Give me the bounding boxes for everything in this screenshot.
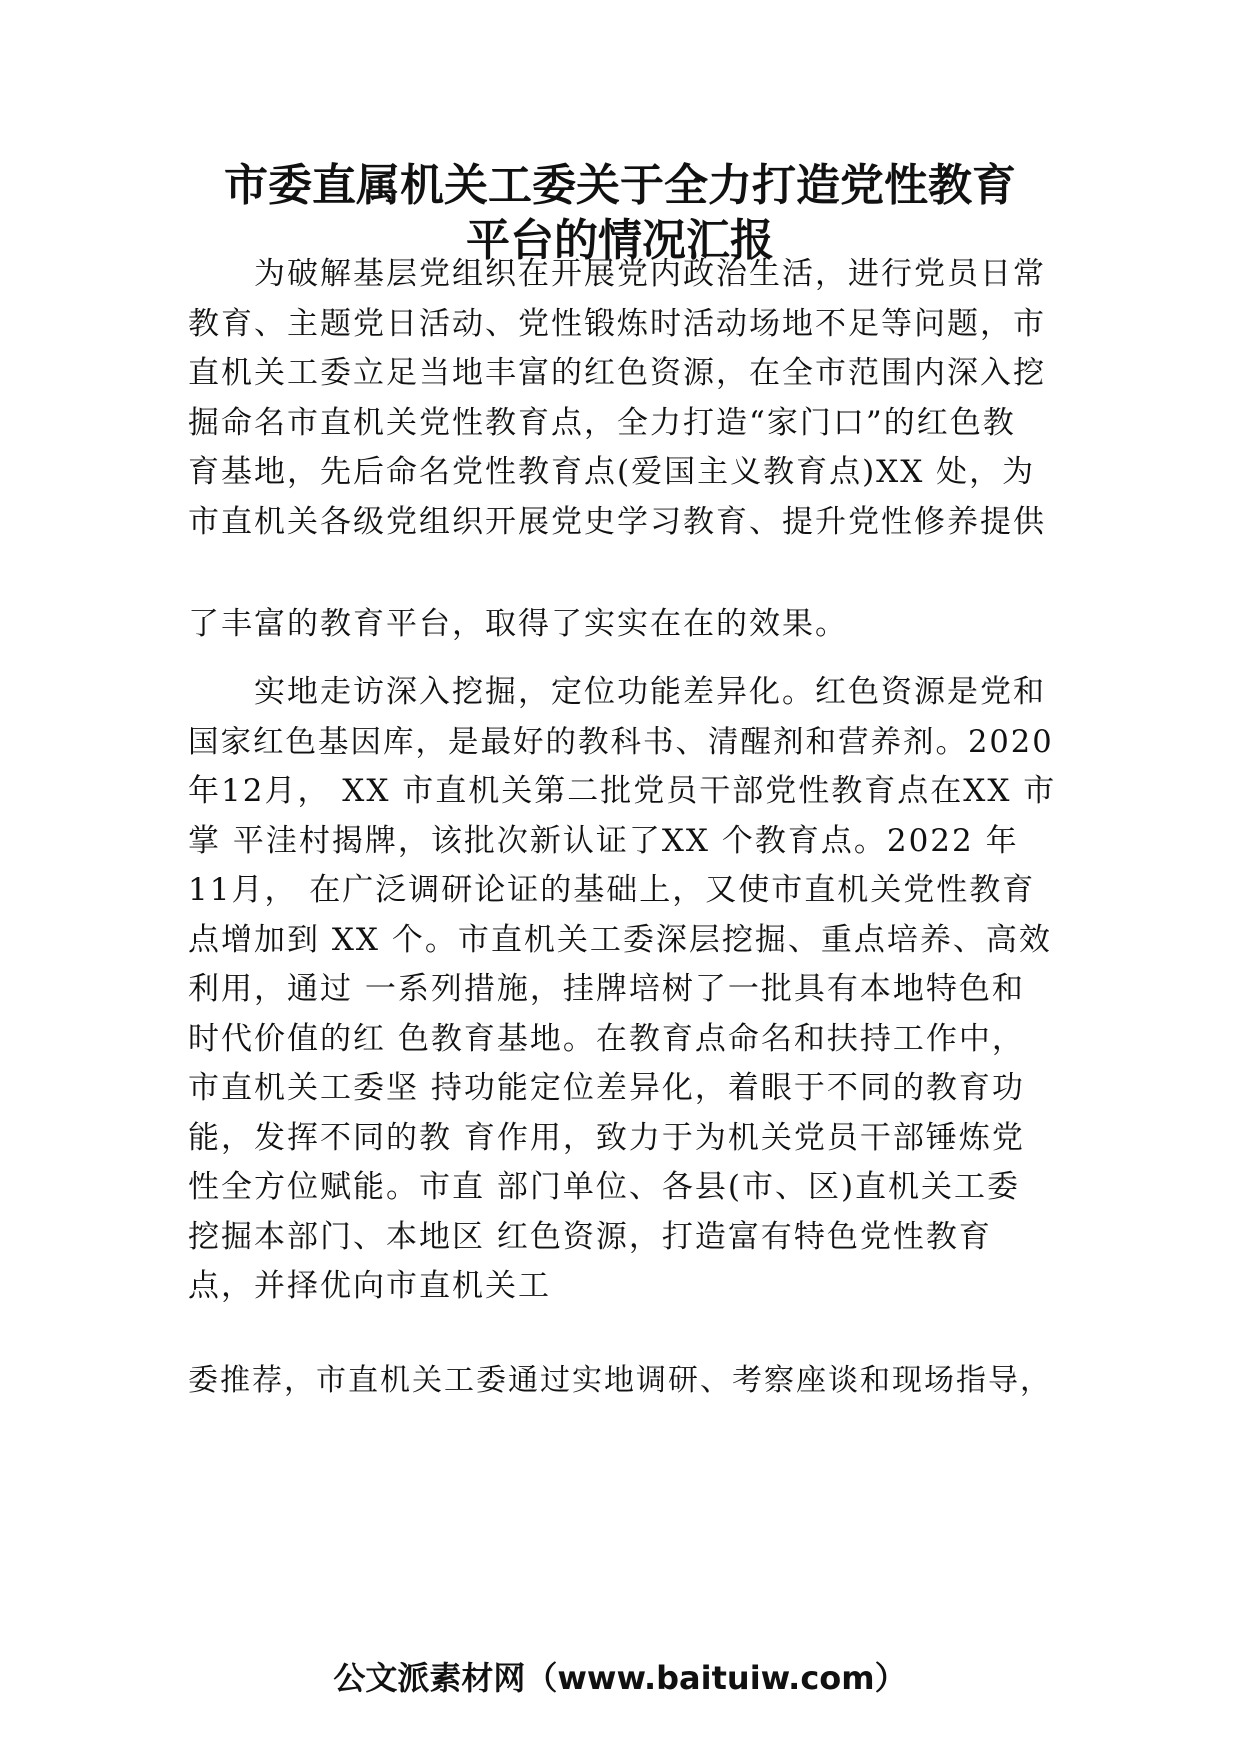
paragraph-line: 挖掘本部门、本地区 红色资源，打造富有特色党性教育 — [188, 1218, 992, 1255]
paragraph-line: 性全方位赋能。市直 部门单位、各县(市、区)直机关工委 — [188, 1169, 1021, 1205]
paragraph-line: 11月， 在广泛调研论证的基础上，又使市直机关党性教育 — [188, 872, 1036, 908]
paragraph-line: 能，发挥不同的教 育作用，致力于为机关党员干部锤炼党 — [188, 1119, 1025, 1156]
paragraph-line: 时代价值的红 色教育基地。在教育点命名和扶持工作中， — [188, 1020, 1025, 1057]
paragraph-line: 利用，通过 一系列措施，挂牌培树了一批具有本地特色和 — [188, 971, 1025, 1007]
paragraph-line: 育基地，先后命名党性教育点(爱国主义教育点)XX 处，为 — [188, 454, 1036, 490]
paragraph-line: 掌 平洼村揭牌，该批次新认证了XX 个教育点。2022 年 — [188, 822, 1019, 859]
paragraph-1 — [188, 250, 1058, 547]
paragraph-line: 点增加到 XX 个。市直机关工委深层挖掘、重点培养、高效 — [188, 921, 1052, 958]
paragraph-line: 年12月， XX 市直机关第二批党员干部党性教育点在XX 市 — [188, 773, 1057, 809]
paragraph-line: 了丰富的教育平台，取得了实实在在的效果。 — [188, 606, 848, 642]
paragraph-line: 国家红色基因库，是最好的教科书、清醒剂和营养剂。2020 — [188, 724, 1054, 760]
paragraph-line: 点，并择优向市直机关工 — [188, 1268, 551, 1304]
title-line-2: 平台的情况汇报 — [466, 215, 774, 266]
paragraph-1-continuation — [188, 600, 1058, 650]
paragraph-line: 教育、主题党日活动、党性锻炼时活动场地不足等问题，市 — [188, 305, 1046, 342]
paragraph-line: 直机关工委立足当地丰富的红色资源，在全市范围内深入挖 — [188, 355, 1046, 391]
paragraph-line: 为破解基层党组织在开展党内政治生活，进行党员日常 — [188, 256, 1046, 292]
paragraph-line: 掘命名市直机关党性教育点，全力打造“家门口”的红色教 — [188, 404, 1016, 441]
title-line-1: 市委直属机关工委关于全力打造党性教育 — [224, 160, 1016, 211]
paragraph-line: 市直机关各级党组织开展党史学习教育、提升党性修养提供 — [188, 503, 1046, 540]
paragraph-2 — [188, 668, 1058, 1312]
paragraph-line: 市直机关工委坚 持功能定位差异化，着眼于不同的教育功 — [188, 1070, 1025, 1106]
paragraph-line: 委推荐，市直机关工委通过实地调研、考察座谈和现场指导， — [188, 1363, 1052, 1398]
paragraph-line: 实地走访深入挖掘，定位功能差异化。红色资源是党和 — [188, 674, 1046, 710]
paragraph-2-continuation — [188, 1356, 1058, 1406]
footer-watermark: 公文派素材网（www.baituiw.com） — [333, 1659, 907, 1697]
